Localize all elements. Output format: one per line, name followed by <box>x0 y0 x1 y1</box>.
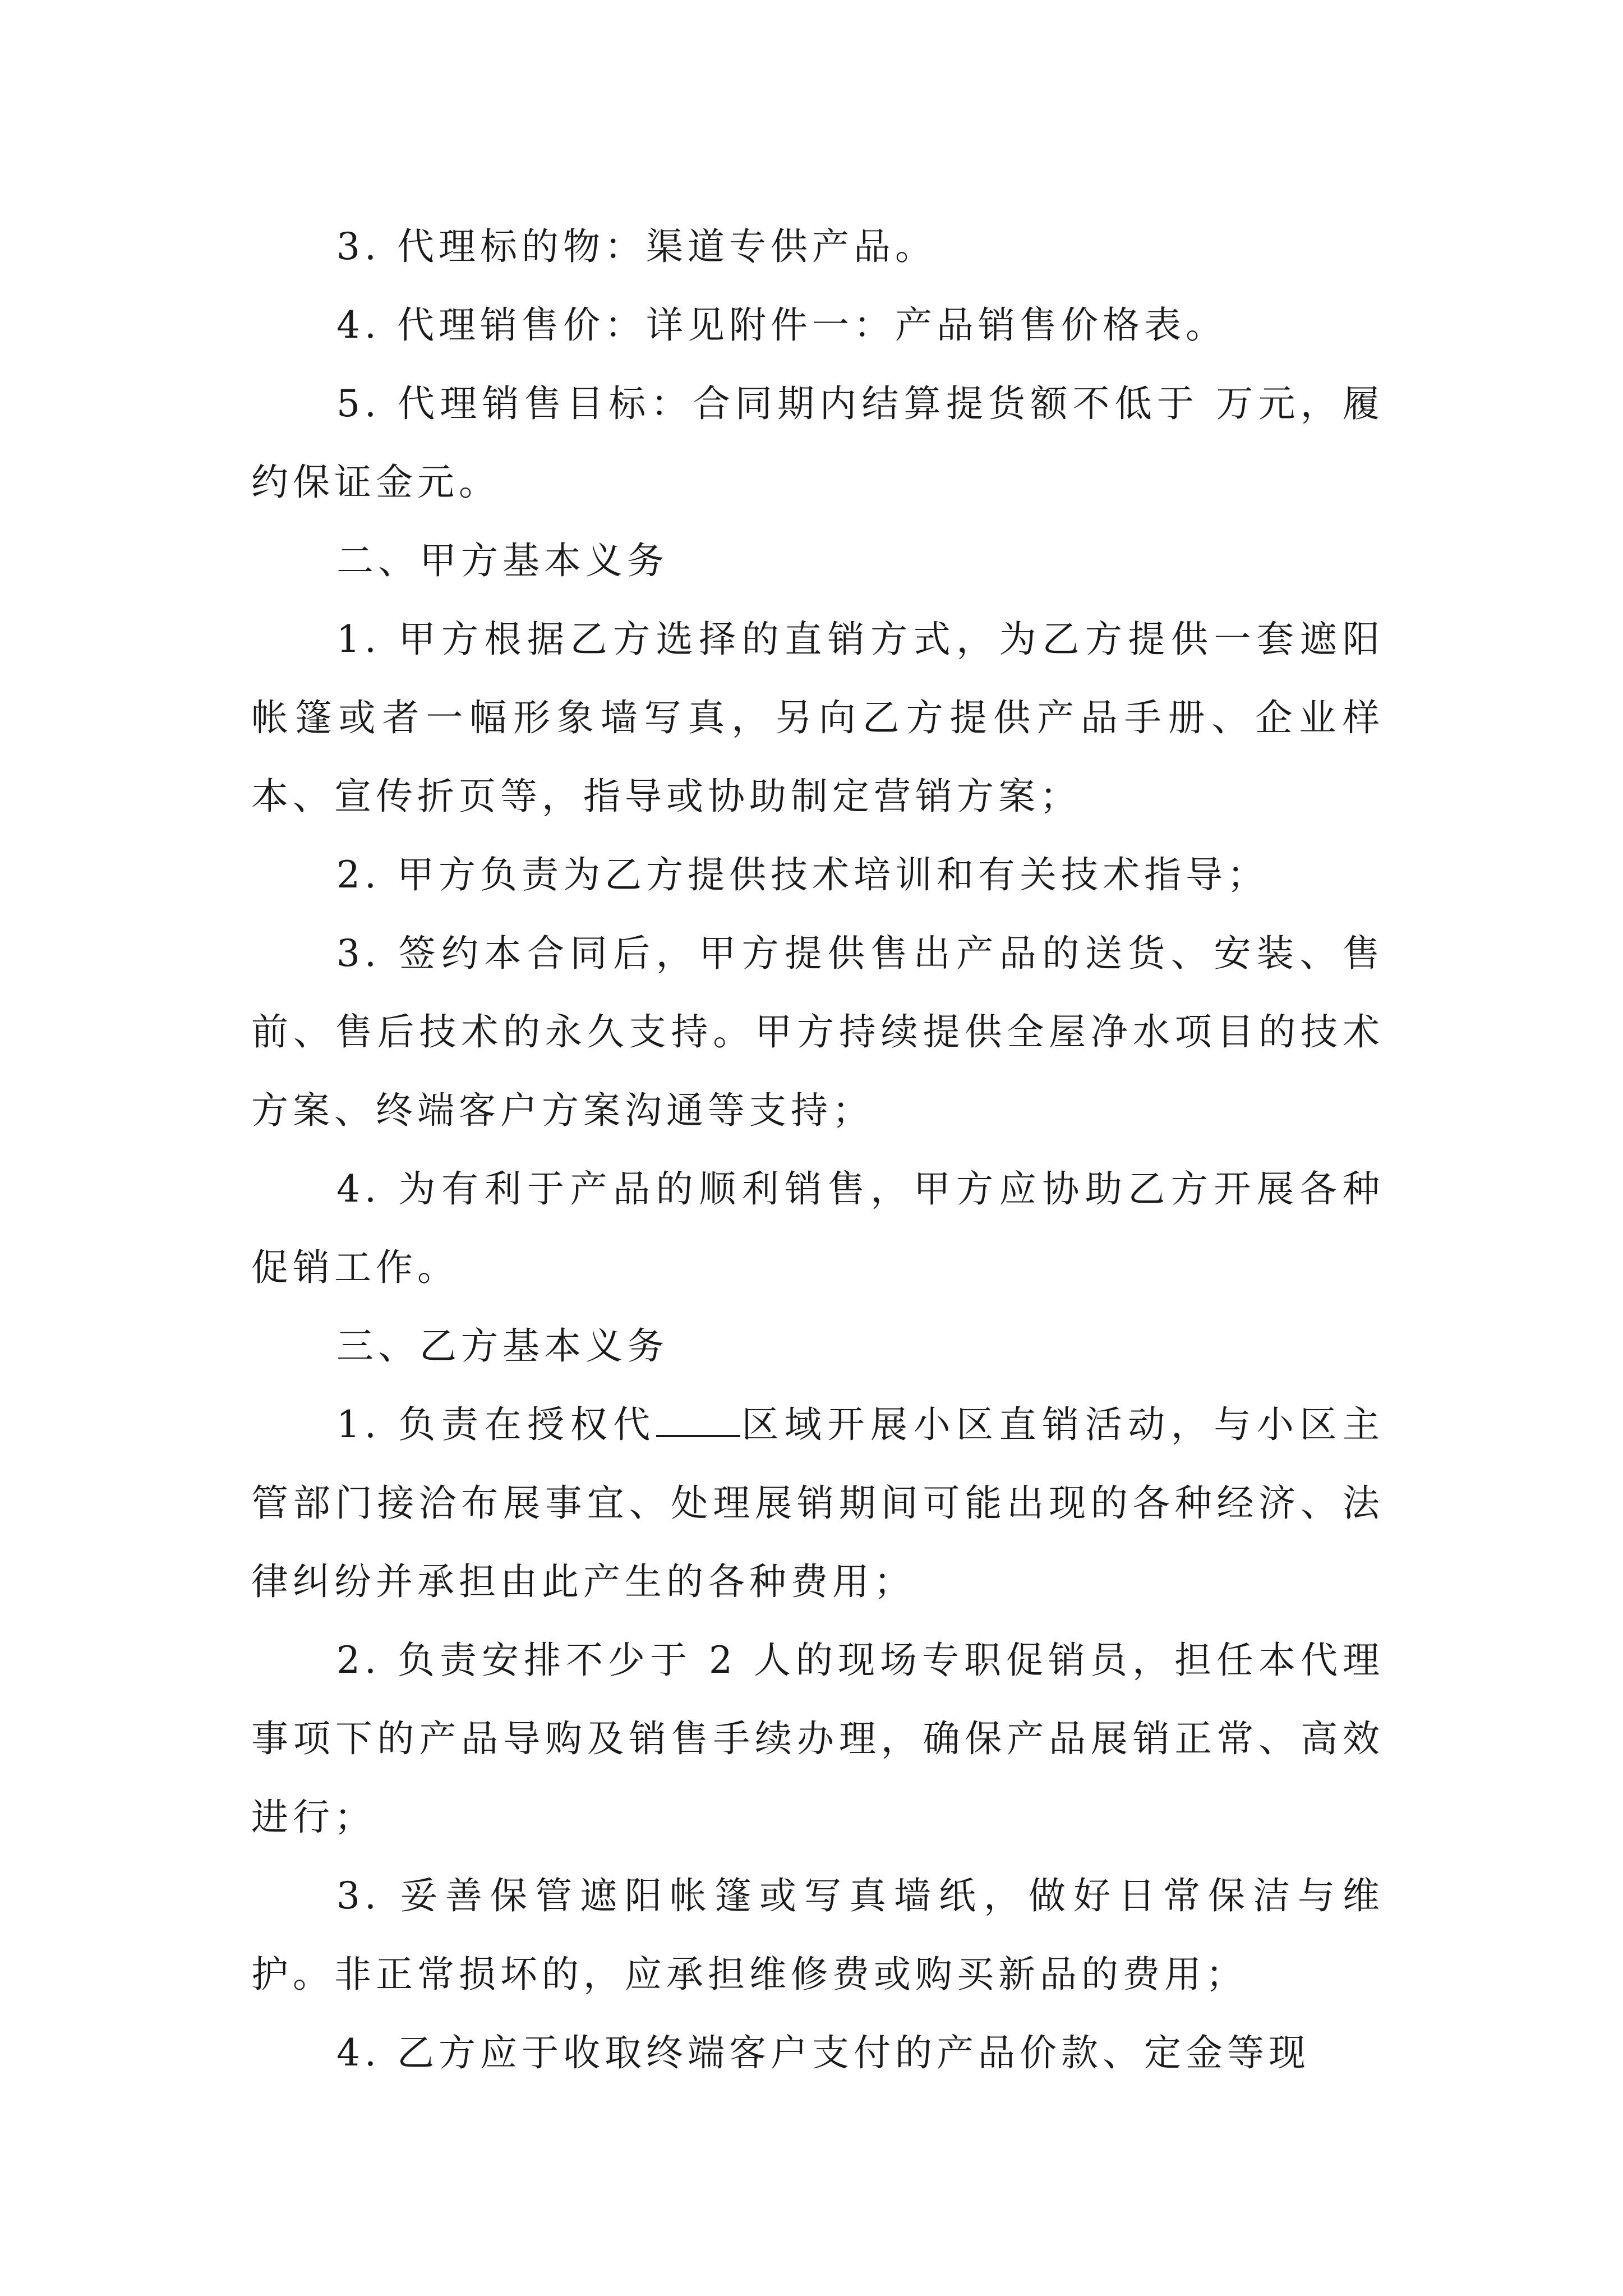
paragraph-party-a-item-1: 1. 甲方根据乙方选择的直销方式，为乙方提供一套遮阳帐篷或者一幅形象墙写真，另向乙方提供产品手册、企业样本、宣传折页等，指导或协助制定营销方案； <box>251 618 1384 818</box>
heading-party-a-obligations: 二、甲方基本义务 <box>336 539 668 582</box>
paragraph-party-b-item-3: 3. 妥善保管遮阳帐篷或写真墙纸，做好日常保洁与维护。非正常损坏的，应承担维修费或购买新品的费用； <box>251 1874 1384 1996</box>
paragraph-party-a-item-2: 2. 甲方负责为乙方提供技术培训和有关技术指导； <box>336 853 1269 896</box>
paragraph-party-b-item-2: 2. 负责安排不少于 2 人的现场专职促销员，担任本代理事项下的产品导购及销售手续办理，确保产品展销正常、高效进行； <box>251 1639 1384 1839</box>
paragraph-target-product: 3. 代理标的物：渠道专供产品。 <box>336 225 937 268</box>
paragraph-sale-price: 4. 代理销售价：详见附件一：产品销售价格表。 <box>336 303 1227 347</box>
document-body <box>251 208 1384 2092</box>
paragraph-sales-target: 5. 代理销售目标：合同期内结算提货额不低于 万元，履约保证金元。 <box>251 382 1384 504</box>
paragraph-party-a-item-4: 4. 为有利于产品的顺利销售，甲方应协助乙方开展各种促销工作。 <box>251 1167 1384 1289</box>
party-b-item-1-text-before: 1. 负责在授权代 <box>336 1403 656 1446</box>
paragraph-party-a-item-3: 3. 签约本合同后，甲方提供售出产品的送货、安装、售前、售后技术的永久支持。甲方持续提供全屋净水项目的技术方案、终端客户方案沟通等支持； <box>251 932 1384 1132</box>
paragraph-party-b-item-1 <box>251 1386 1384 1621</box>
fill-in-blank-line <box>656 1395 740 1437</box>
paragraph-party-b-item-4: 4. 乙方应于收取终端客户支付的产品价款、定金等现 <box>336 2031 1310 2074</box>
heading-party-b-obligations: 三、乙方基本义务 <box>336 1324 668 1368</box>
party-b-item-1-text-after: 区域开展小区直销活动，与小区主管部门接洽布展事宜、处理展销期间可能出现的各种经济、法律纠纷并承担由此产生的各种费用； <box>251 1403 1385 1603</box>
